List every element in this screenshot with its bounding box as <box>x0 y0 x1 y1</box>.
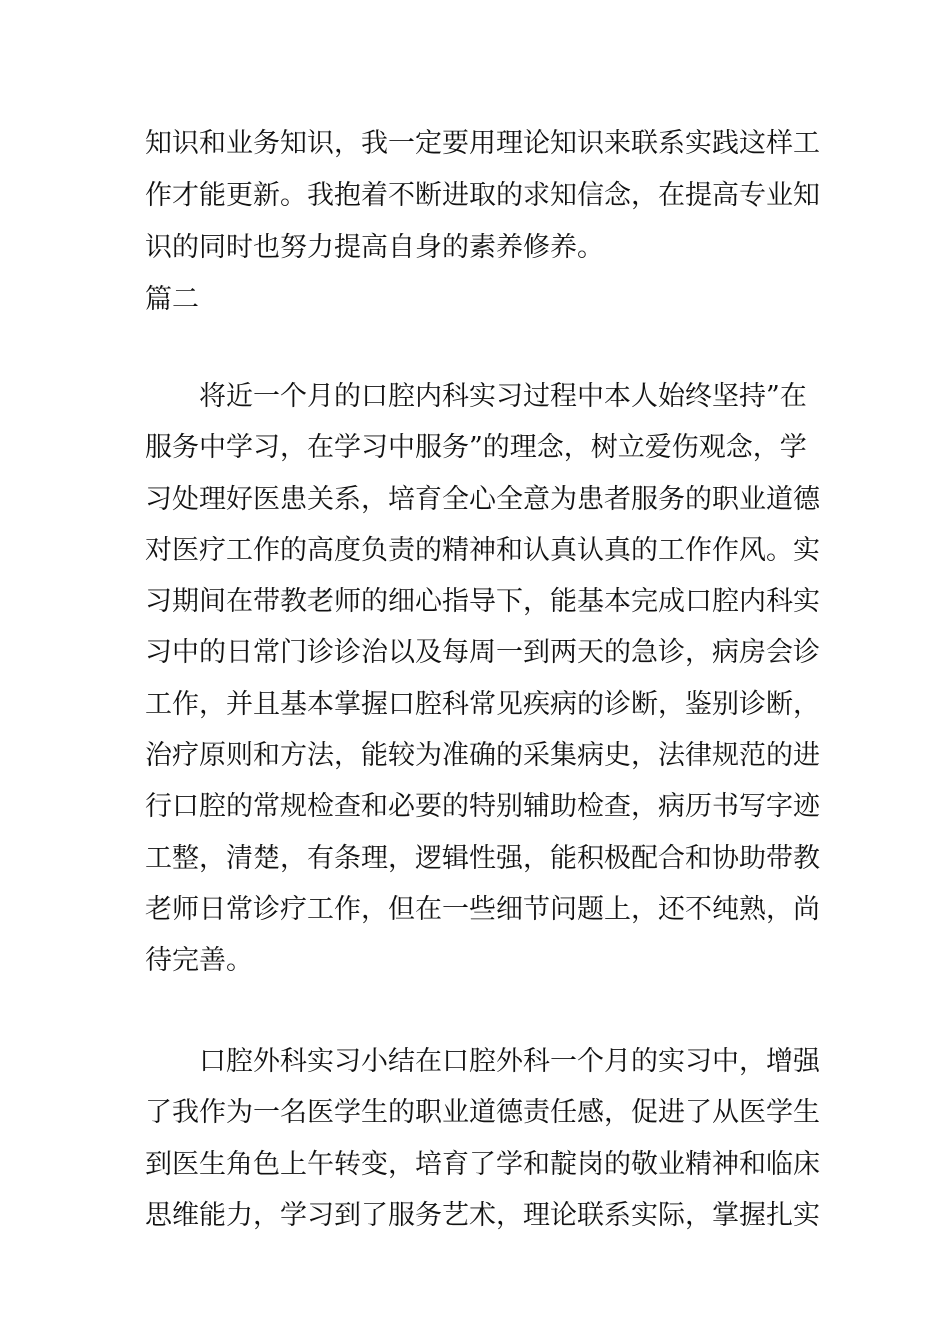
paragraph-line: 对医疗工作的高度负责的精神和认真认真的工作作风。实 <box>145 535 820 566</box>
paragraph-line: 习处理好医患关系，培育全心全意为患者服务的职业道德 <box>145 484 820 515</box>
paragraph-line: 思维能力，学习到了服务艺术，理论联系实际，掌握扎实 <box>145 1200 820 1231</box>
paragraph-line: 工整，清楚，有条理，逻辑性强，能积极配合和协助带教 <box>145 843 820 874</box>
paragraph-line: 工作，并且基本掌握口腔科常见疾病的诊断，鉴别诊断， <box>145 689 820 720</box>
paragraph-line: 习期间在带教老师的细心指导下，能基本完成口腔内科实 <box>145 586 820 617</box>
section-heading: 篇二 <box>145 284 199 315</box>
paragraph-line: 治疗原则和方法，能较为准确的采集病史，法律规范的进 <box>145 740 820 771</box>
paragraph-line: 行口腔的常规检查和必要的特别辅助检查，病历书写字迹 <box>145 791 820 822</box>
text-line: 知识和业务知识，我一定要用理论知识来联系实践这样工 <box>145 128 820 159</box>
paragraph-line: 待完善。 <box>145 945 253 976</box>
paragraph-line: 口腔外科实习小结在口腔外科一个月的实习中，增强 <box>199 1046 820 1077</box>
paragraph-line: 服务中学习，在学习中服务”的理念，树立爱伤观念，学 <box>145 432 807 463</box>
paragraph-line: 习中的日常门诊诊治以及每周一到两天的急诊，病房会诊 <box>145 637 820 668</box>
text-line: 作才能更新。我抱着不断进取的求知信念，在提高专业知 <box>145 180 820 211</box>
text-line: 识的同时也努力提高自身的素养修养。 <box>145 232 604 263</box>
paragraph-line: 老师日常诊疗工作，但在一些细节问题上，还不纯熟，尚 <box>145 894 820 925</box>
paragraph-line: 将近一个月的口腔内科实习过程中本人始终坚持”在 <box>199 381 807 412</box>
paragraph-line: 到医生角色上午转变，培育了学和靛岗的敬业精神和临床 <box>145 1149 820 1180</box>
paragraph-line: 了我作为一名医学生的职业道德责任感，促进了从医学生 <box>145 1097 820 1128</box>
